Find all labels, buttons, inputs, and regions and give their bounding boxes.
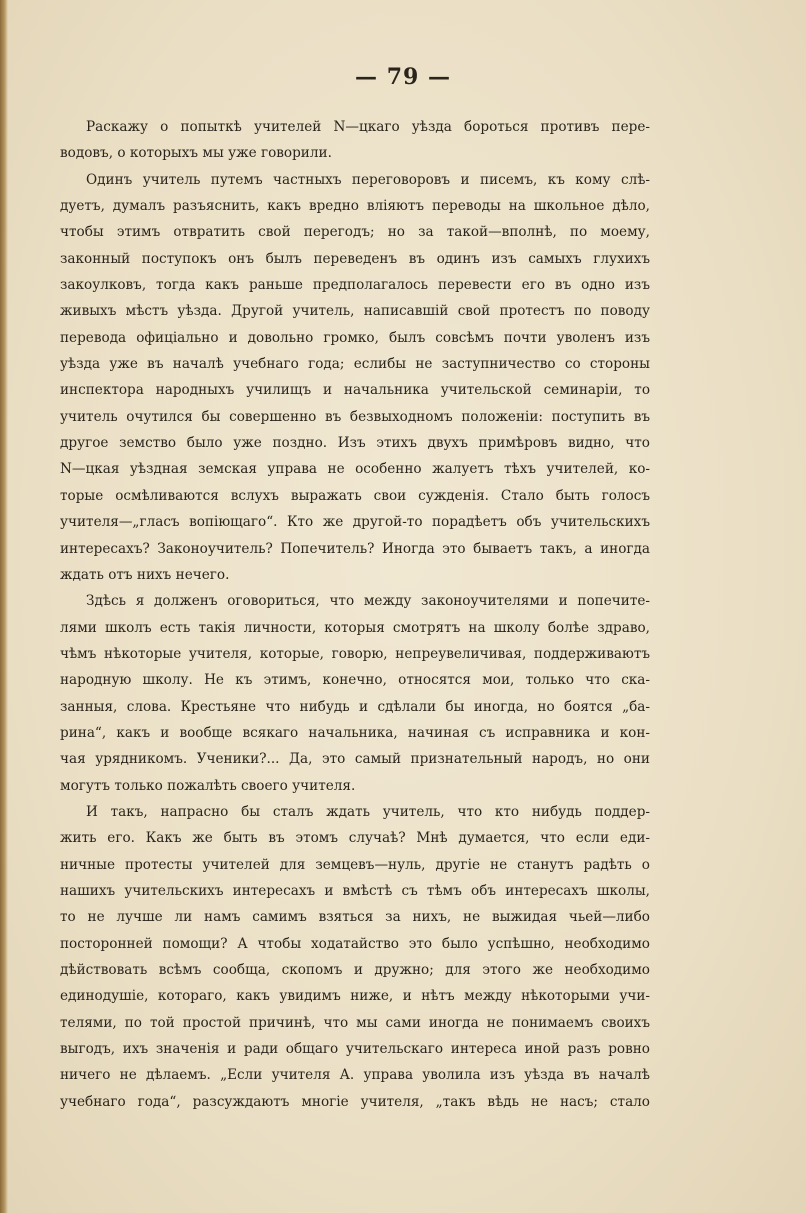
text-line: учитель очутился бы совершенно въ безвыходномъ положеніи: поступить въ	[60, 408, 650, 425]
text-line: перевода офиціально и довольно громко, былъ совсѣмъ почти уволенъ изъ	[60, 329, 650, 346]
text-line: то не лучше ли намъ самимъ взяться за нихъ, не выжидая чьей—либо	[60, 909, 650, 926]
text-line: ничные протесты учителей для земцевъ—нуль, другіе не станутъ радѣть о	[60, 856, 650, 873]
text-line: посторонней помощи? А чтобы ходатайство это было успѣшно, необходимо	[60, 935, 650, 952]
text-line: Раскажу о попыткѣ учителей N—цкаго уѣзда бороться противъ пере-	[86, 119, 650, 135]
text-line: единодушіе, котораго, какъ увидимъ ниже, и нѣтъ между нѣкоторыми учи-	[60, 988, 650, 1005]
text-line: интересахъ? Законоучитель? Попечитель? Иногда это бываетъ такъ, а иногда	[60, 540, 650, 557]
text-line: живыхъ мѣстъ уѣзда. Другой учитель, написавшій свой протестъ по поводу	[60, 303, 650, 320]
text-line: чая урядникомъ. Ученики?... Да, это самый признательный народъ, но они	[60, 751, 650, 768]
text-line: выгодъ, ихъ значенія и ради общаго учительскаго интереса иной разъ ровно	[60, 1041, 650, 1058]
text-line: ждать отъ нихъ нечего.	[60, 566, 230, 583]
text-line: могутъ только пожалѣть своего учителя.	[60, 777, 356, 794]
text-line: закоулковъ, тогда какъ раньше предполагалось перевести его въ одно изъ	[60, 277, 650, 294]
text-line: телями, по той простой причинѣ, что мы сами иногда не понимаемъ своихъ	[60, 1014, 650, 1031]
text-line: дѣйствовать всѣмъ сообща, скопомъ и дружно; для этого же необходимо	[60, 962, 650, 978]
body-text	[60, 114, 650, 1115]
text-line: Одинъ учитель путемъ частныхъ переговоровъ и писемъ, къ кому слѣ-	[86, 171, 650, 188]
binding-edge	[0, 0, 8, 1213]
text-line: другое земство было уже поздно. Изъ этихъ двухъ примѣровъ видно, что	[60, 435, 650, 452]
page-number: — 79 —	[355, 64, 451, 90]
text-line: торые осмѣливаются вслухъ выражать свои сужденія. Стало быть голосъ	[60, 487, 650, 504]
text-line: жить его. Какъ же быть въ этомъ случаѣ? Мнѣ думается, что если еди-	[60, 830, 650, 847]
text-line: инспектора народныхъ училищъ и начальника учительской семинаріи, то	[60, 382, 650, 399]
text-line: рина“, какъ и вообще всякаго начальника, начиная съ исправника и кон-	[60, 724, 650, 741]
text-line: Здѣсь я долженъ оговориться, что между законоучителями и попечите-	[86, 593, 650, 610]
text-line: народную школу. Не къ этимъ, конечно, относятся мои, только что ска-	[60, 672, 650, 689]
text-line: чѣмъ нѣкоторые учителя, которые, говорю, непреувеличивая, поддерживаютъ	[60, 645, 650, 662]
text-line: водовъ, о которыхъ мы уже говорили.	[60, 145, 332, 162]
text-line: дуетъ, думалъ разъяснить, какъ вредно вліяютъ переводы на школьное дѣло,	[60, 198, 650, 215]
text-line: ничего не дѣлаемъ. „Если учителя А. управа уволила изъ уѣзда въ началѣ	[60, 1067, 650, 1084]
text-line: уѣзда уже въ началѣ учебнаго года; еслибы не заступничество со стороны	[60, 356, 650, 373]
text-line: нашихъ учительскихъ интересахъ и вмѣстѣ съ тѣмъ объ интересахъ школы,	[60, 882, 650, 899]
text-line: законный поступокъ онъ былъ переведенъ въ одинъ изъ самыхъ глухихъ	[60, 250, 650, 267]
text-line: N—цкая уѣздная земская управа не особенно жалуетъ тѣхъ учителей, ко-	[60, 461, 650, 478]
text-line: лями школъ есть такія личности, которыя смотрятъ на школу болѣе здраво,	[60, 619, 650, 636]
text-line: чтобы этимъ отвратить свой перегодъ; но за такой—вполнѣ, по моему,	[60, 224, 650, 241]
text-line: занныя, слова. Крестьяне что нибудь и сдѣлали бы иногда, но боятся „ба-	[60, 698, 650, 715]
text-line: учебнаго года“, разсуждаютъ многіе учителя, „такъ вѣдь не насъ; стало	[60, 1093, 650, 1110]
text-line: И такъ, напрасно бы сталъ ждать учитель, что кто нибудь поддер-	[86, 803, 650, 820]
text-line: учителя—„гласъ вопіющаго“. Кто же другой-то порадѣетъ объ учительскихъ	[60, 514, 650, 531]
